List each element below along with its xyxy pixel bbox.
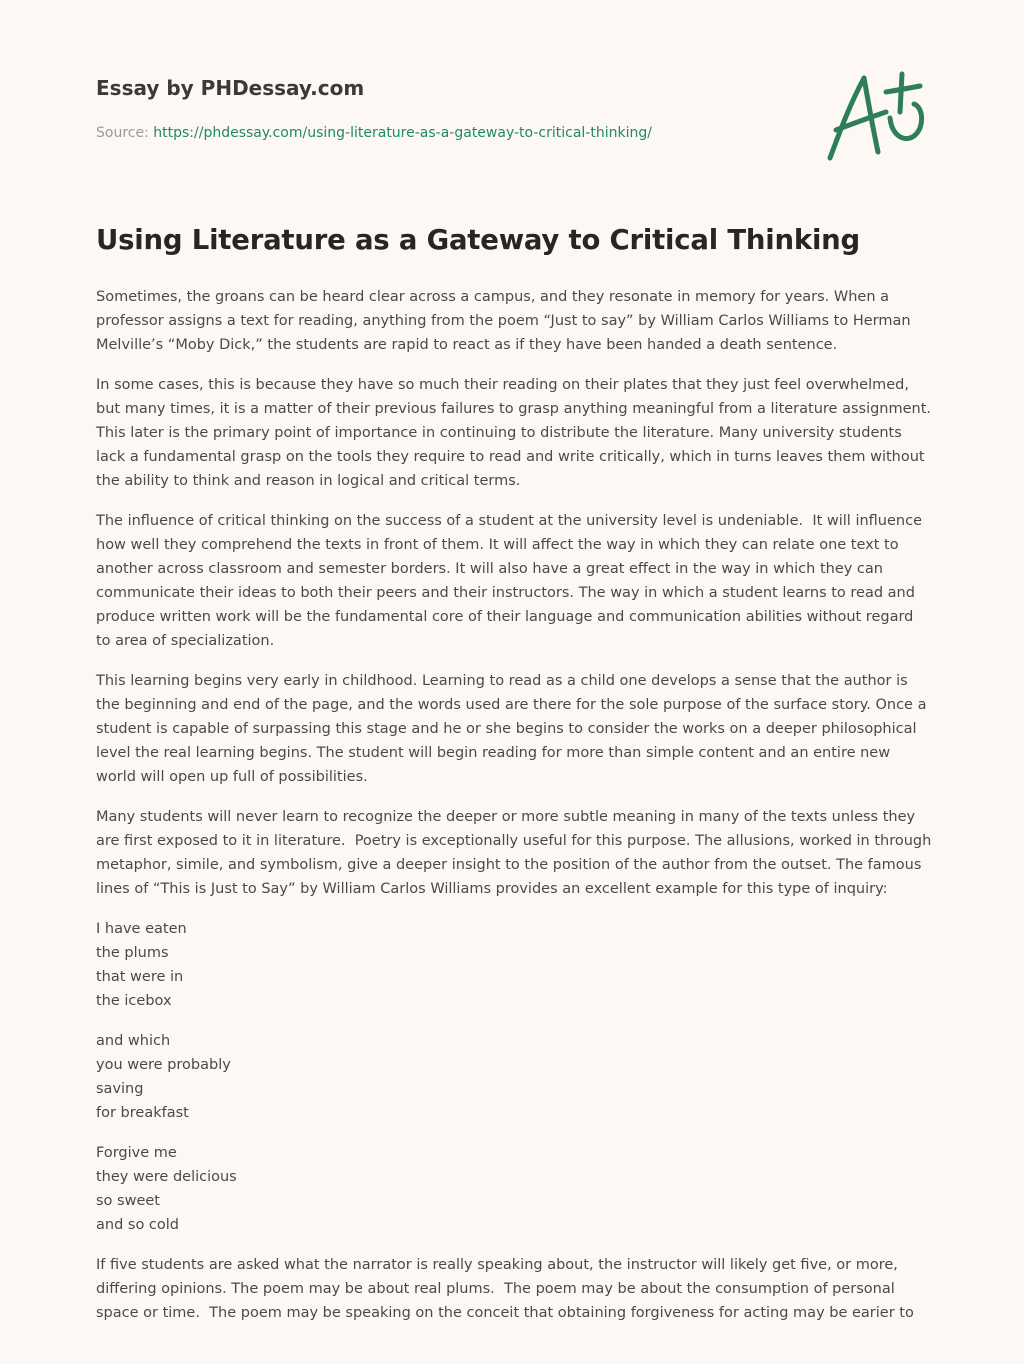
essay-paragraph: In some cases, this is because they have so much their reading on their plates that they just feel overwhelmed, but many times, it is a matter of their previous failures to grasp anything meaningful from a literature assignment. This later is the primary point of importance in continuing to distribute the literature. Many university students lack a fundamental grasp on the tools they require to read and write critically, which in turns leaves them without the ability to think and reason in logical and critical terms. — [96, 377, 932, 489]
essay-title: Using Literature as a Gateway to Critical Thinking — [96, 224, 861, 256]
poem-line: saving — [96, 1081, 144, 1097]
essay-body — [96, 285, 932, 1341]
a-plus-grade-icon — [820, 66, 930, 166]
poem-line: the plums — [96, 945, 169, 961]
essay-paragraph: This learning begins very early in childhood. Learning to read as a child one develops a sense that the author is the beginning and end of the page, and the words used are there for the sole purpose of the surface story. Once a student is capable of surpassing this stage and he or she begins to consider the works on a deeper philosophical level the real learning begins. The student will begin reading for more than simple content and an entire new world will open up full of possibilities. — [96, 673, 927, 785]
poem-line: Forgive me — [96, 1145, 177, 1161]
source-line — [96, 125, 652, 141]
source-label: Source: — [96, 125, 154, 141]
essay-paragraph: Sometimes, the groans can be heard clear across a campus, and they resonate in memory for years. When a professor assigns a text for reading, anything from the poem “Just to say” by William Carlos Williams to Herman Melville’s “Moby Dick,” the students are rapid to react as if they have been handed a death sentence. — [96, 289, 911, 353]
essay-paragraph: Many students will never learn to recognize the deeper or more subtle meaning in many of the texts unless they are first exposed to it in literature. Poetry is exceptionally useful for this purpose. The allusions, worked in through metaphor, simile, and symbolism, give a deeper insight to the position of the author from the outset. The famous lines of “This is Just to Say” by William Carlos Williams provides an excellent example for this type of inquiry: — [96, 809, 932, 897]
poem-line: for breakfast — [96, 1105, 189, 1121]
poem-line: and which — [96, 1033, 171, 1049]
site-title: Essay by PHDessay.com — [96, 76, 365, 100]
poem-line: and so cold — [96, 1217, 179, 1233]
poem-line: so sweet — [96, 1193, 160, 1209]
poem-stanza — [96, 1029, 932, 1125]
poem-line: I have eaten — [96, 921, 187, 937]
poem-stanza — [96, 1141, 932, 1237]
poem-line: that were in — [96, 969, 184, 985]
poem-stanza — [96, 917, 932, 1013]
poem-line: they were delicious — [96, 1169, 237, 1185]
source-link[interactable]: https://phdessay.com/using-literature-as-a-gateway-to-critical-thinking/ — [153, 125, 652, 141]
essay-paragraph: If five students are asked what the narrator is really speaking about, the instructor will likely get five, or more, differing opinions. The poem may be about real plums. The poem may be about the consumption of personal space or time. The poem may be speaking on the conceit that obtaining forgiveness for acting may be earier to — [96, 1257, 914, 1321]
essay-paragraph: The influence of critical thinking on the success of a student at the university level is undeniable. It will influence how well they comprehend the texts in front of them. It will affect the way in which they can relate one text to another across classroom and semester borders. It will also have a great effect in the way in which they can communicate their ideas to both their peers and their instructors. The way in which a student learns to read and produce written work will be the fundamental core of their language and communication abilities without regard to area of specialization. — [96, 513, 922, 649]
poem-line: you were probably — [96, 1057, 231, 1073]
poem-line: the icebox — [96, 993, 172, 1009]
